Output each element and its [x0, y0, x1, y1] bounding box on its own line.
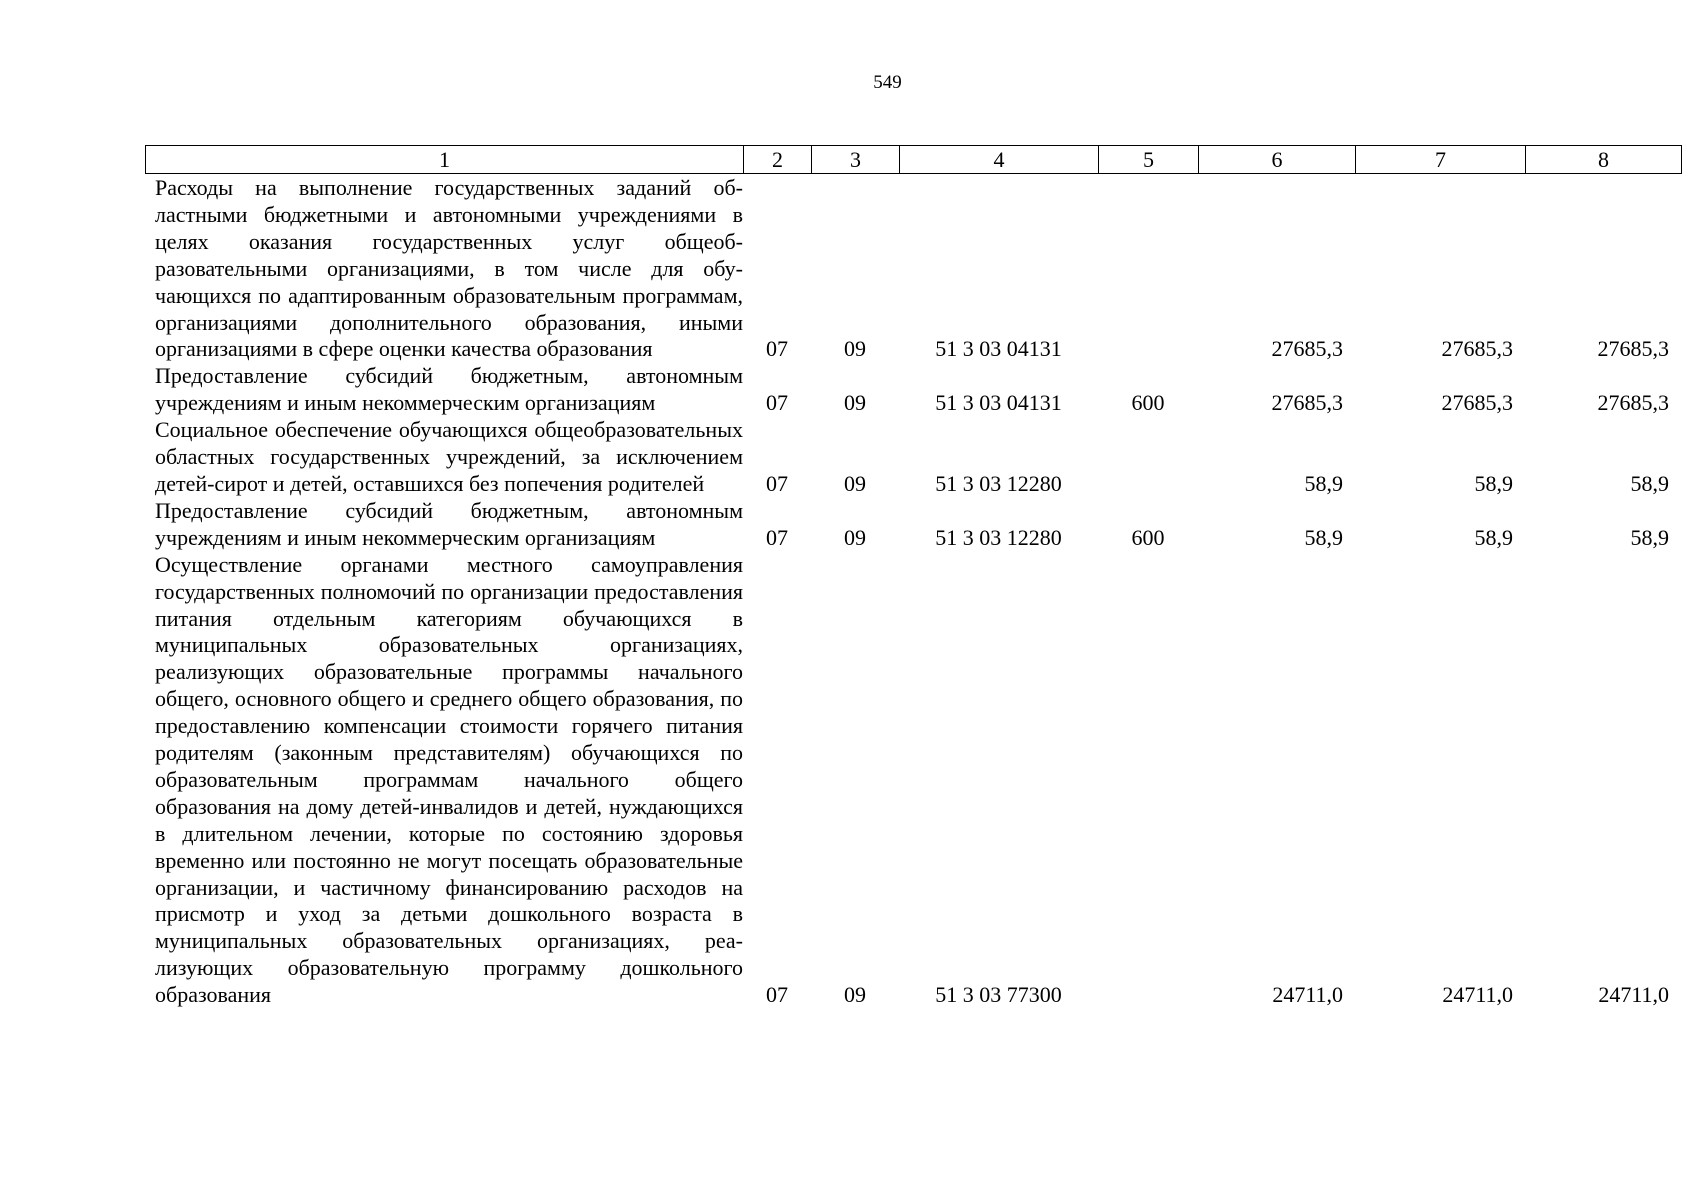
row-target-article: 51 3 03 12280	[935, 470, 1062, 496]
row-description: Осуществление органами местного самоуправления государственных полномочий по организации предоставления питания отдельным категориям обучающихся в муниципальных образовательных организациях, реализующих образовательные программы начального общего, основного общего и среднего общего образования, по предоставлению компенсации стоимости горячего питания родителям (законным представителям) обучающихся по образовательным программам начального общего образования на дому детей-инвалидов и детей, нуждающихся в длительном лечении, которые по состоянию здоровья временно или постоянно не могут посещать образовательные организации, и частичному финансированию расходов на присмотр и уход за детьми дошкольного возраста в муниципальных образовательных организациях, реализующих образовательную программу дошкольного образования	[155, 551, 743, 1008]
row-expense-type	[1098, 175, 1198, 363]
row-expense-type: 600	[1131, 390, 1165, 416]
column-header-1: 1	[146, 146, 744, 174]
row-amount-7: 24711,0	[1442, 982, 1513, 1008]
column-header-2: 2	[744, 146, 812, 174]
budget-table	[145, 175, 1681, 1009]
row-section: 07	[766, 524, 788, 550]
row-amount-7: 27685,3	[1441, 390, 1513, 416]
column-header-6: 6	[1199, 146, 1356, 174]
table-row	[145, 498, 1681, 552]
column-header-5: 5	[1099, 146, 1199, 174]
row-amount-6: 24711,0	[1272, 982, 1343, 1008]
column-header-4: 4	[900, 146, 1099, 174]
table-row	[145, 552, 1681, 1009]
column-header-row	[146, 146, 1682, 174]
row-subsection: 09	[844, 336, 866, 362]
row-target-article: 51 3 03 77300	[935, 982, 1062, 1008]
row-target-article: 51 3 03 12280	[935, 524, 1062, 550]
row-amount-8: 24711,0	[1598, 982, 1669, 1008]
table-row	[145, 363, 1681, 417]
row-subsection: 09	[844, 524, 866, 550]
row-amount-8: 58,9	[1630, 524, 1669, 550]
column-header-3: 3	[812, 146, 900, 174]
table-row	[145, 417, 1681, 498]
row-section: 07	[766, 336, 788, 362]
row-subsection: 09	[844, 390, 866, 416]
row-amount-8: 58,9	[1630, 470, 1669, 496]
row-section: 07	[766, 390, 788, 416]
row-amount-6: 58,9	[1304, 524, 1343, 550]
row-amount-7: 58,9	[1474, 470, 1513, 496]
row-description: Предоставление субсидий бюджетным, автономным учреждениям и иным некоммерческим организациям	[155, 363, 743, 416]
row-target-article: 51 3 03 04131	[935, 390, 1062, 416]
row-description: Расходы на выполнение государственных заданий областными бюджетными и автономными учреждениями в целях оказания государственных услуг общеобразовательными организациями, в том числе для обучающихся по адаптированным образовательным программам, организациями дополнительного образования, иными организациями в сфере оценки качества образования	[155, 175, 743, 362]
row-section: 07	[766, 982, 788, 1008]
row-amount-7: 58,9	[1474, 524, 1513, 550]
column-header-7: 7	[1356, 146, 1526, 174]
column-header-8: 8	[1526, 146, 1682, 174]
row-description: Предоставление субсидий бюджетным, автономным учреждениям и иным некоммерческим организациям	[155, 497, 743, 550]
page-number: 549	[873, 72, 902, 93]
table-row	[145, 175, 1681, 363]
row-expense-type	[1098, 552, 1198, 1009]
row-amount-6: 27685,3	[1271, 336, 1343, 362]
row-target-article: 51 3 03 04131	[935, 336, 1062, 362]
row-description: Социальное обеспечение обучающихся общеобразовательных областных государственных учреждений, за исключением детей-сирот и детей, оставшихся без попечения родителей	[155, 417, 743, 496]
row-expense-type	[1098, 417, 1198, 498]
row-amount-6: 27685,3	[1271, 390, 1343, 416]
row-amount-6: 58,9	[1304, 470, 1343, 496]
row-amount-8: 27685,3	[1597, 336, 1669, 362]
row-section: 07	[766, 470, 788, 496]
row-subsection: 09	[844, 470, 866, 496]
row-subsection: 09	[844, 982, 866, 1008]
row-expense-type: 600	[1131, 524, 1165, 550]
row-amount-8: 27685,3	[1597, 390, 1669, 416]
column-header-table	[145, 145, 1682, 174]
row-amount-7: 27685,3	[1441, 336, 1513, 362]
